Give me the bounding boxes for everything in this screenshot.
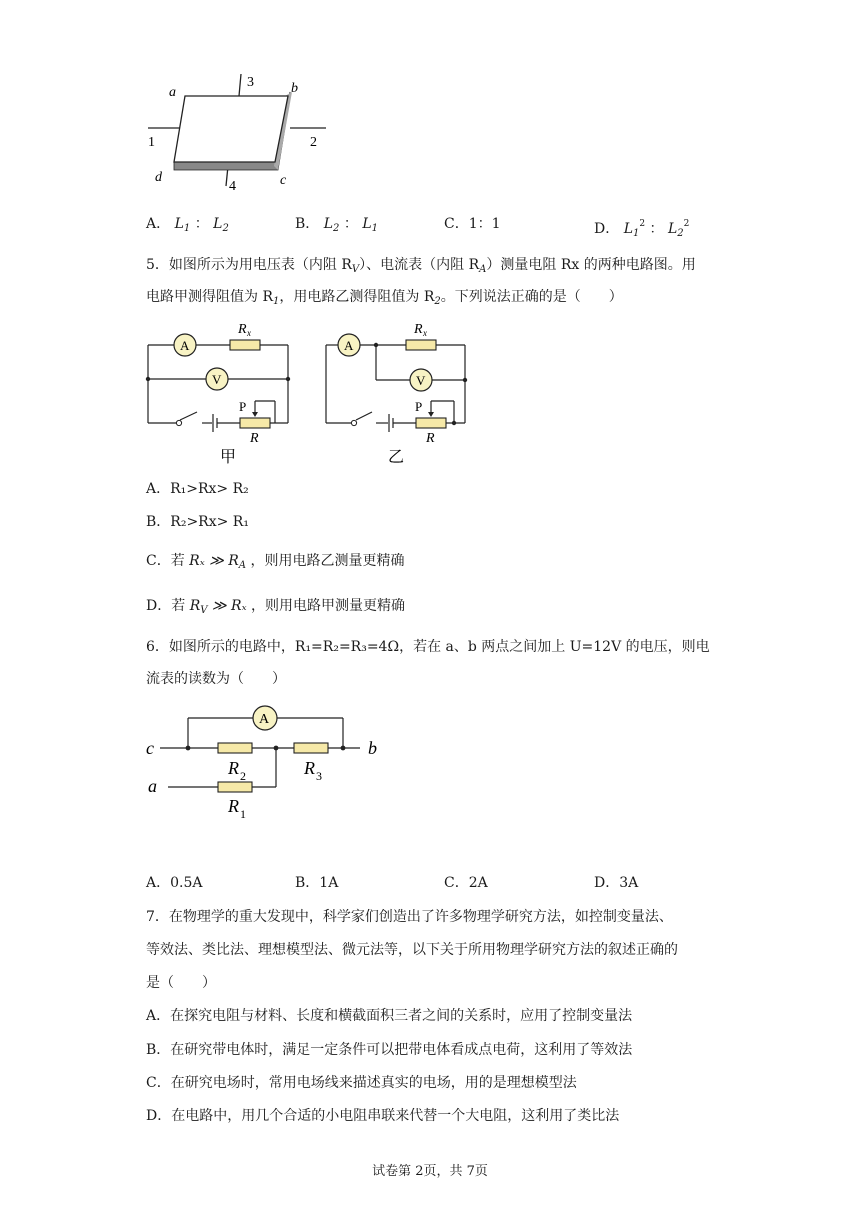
label-2: 2: [310, 135, 317, 150]
svg-text:R: R: [250, 431, 259, 446]
label-4: 4: [229, 179, 236, 194]
q7-stem-line2: 等效法、类比法、理想模型法、微元法等，以下关于所用物理学研究方法的叙述正确的: [146, 942, 678, 958]
q5-option-c: C．若 Rₓ ≫ $R_A$ ，则用电路乙测量更精确: [146, 553, 405, 571]
q7-option-a: A．在探究电阻与材料、长度和横截面积三者之间的关系时，应用了控制变量法: [146, 1008, 633, 1024]
svg-text:R: R: [426, 431, 435, 446]
resistor-rx-yi: [406, 340, 436, 350]
label-b-terminal: b: [368, 738, 377, 758]
q4-option-a: A． $L_1$ ： $L_2$: [146, 216, 229, 234]
svg-text:x: x: [423, 328, 427, 338]
resistor-rx-jia: [230, 340, 260, 350]
junction-dot: [286, 377, 290, 381]
svg-text:P: P: [415, 399, 423, 414]
q5-stem-line1: 5．如图所示为用电压表（内阻 $R_V$）、电流表（内阻 $R_A$）测量电阻 Rx 的两种电路图。用: [146, 257, 696, 275]
svg-text:R: R: [414, 322, 423, 337]
junction-dot: [341, 746, 346, 751]
junction-dot: [146, 377, 150, 381]
svg-text:R: R: [304, 758, 315, 778]
label-jia: 甲: [220, 449, 237, 466]
resistor-r3: [294, 743, 328, 753]
label-d: d: [155, 170, 162, 185]
q7-option-c: C．在研究电场时，常用电场线来描述真实的电场，用的是理想模型法: [146, 1075, 577, 1091]
label-b: b: [291, 81, 298, 96]
svg-text:1: 1: [240, 807, 246, 821]
q7-stem-line3: 是（ ）: [146, 975, 216, 991]
svg-text:V: V: [212, 372, 222, 387]
q6-option-d: D．3A: [594, 875, 639, 891]
q5-stem-line2: 电路甲测得阻值为 $R_1$，用电路乙测得阻值为 $R_2$。下列说法正确的是（ ）: [146, 289, 623, 307]
q5-circuits-figure: [140, 318, 480, 468]
rheostat-yi: [416, 418, 446, 428]
q6-circuit-figure: [140, 700, 400, 830]
q6-stem-line2: 流表的读数为（ ）: [146, 671, 286, 687]
rheostat-jia: [240, 418, 270, 428]
q7-stem-line1: 7．在物理学的重大发现中，科学家们创造出了许多物理学研究方法，如控制变量法、: [146, 909, 673, 925]
svg-text:R: R: [238, 322, 247, 337]
q6-option-b: B．1A: [295, 875, 339, 891]
svg-text:A: A: [344, 338, 354, 353]
conductor-block-figure: [140, 66, 340, 196]
q4-option-c: C．1：1: [444, 216, 501, 232]
svg-text:x: x: [247, 328, 251, 338]
resistor-r2: [218, 743, 252, 753]
svg-text:R: R: [228, 758, 239, 778]
label-1: 1: [148, 135, 155, 150]
q5-option-a: A．R₁>Rx> R₂: [146, 481, 249, 497]
svg-text:P: P: [239, 399, 247, 414]
svg-text:A: A: [259, 712, 270, 727]
svg-text:3: 3: [316, 769, 322, 783]
q5-option-b: B．R₂>Rx> R₁: [146, 514, 249, 530]
svg-text:2: 2: [240, 769, 246, 783]
label-c: c: [280, 173, 287, 188]
junction-dot: [452, 421, 456, 425]
junction-dot: [186, 746, 191, 751]
label-c-terminal: c: [146, 738, 154, 758]
slider-arrow: [428, 412, 434, 417]
svg-text:V: V: [416, 373, 426, 388]
q5-option-d: D．若 $R_V$ ≫ Rₓ ，则用电路甲测量更精确: [146, 598, 405, 616]
q6-option-a: A．0.5A: [146, 875, 203, 891]
svg-text:A: A: [180, 338, 190, 353]
q4-option-b: B． $L_2$ ： $L_1$: [295, 216, 378, 234]
switch-contact: [176, 420, 181, 425]
switch-contact: [351, 420, 356, 425]
q4-option-d: D． $L_1^2$ ： $L_2^2$: [594, 219, 690, 239]
label-3: 3: [247, 75, 254, 90]
label-a-terminal: a: [148, 776, 157, 796]
q6-stem-line1: 6．如图所示的电路中，R₁=R₂=R₃=4Ω，若在 a、b 两点之间加上 U=12V 的电压，则电: [146, 639, 710, 655]
resistor-r1: [218, 782, 252, 792]
q7-option-b: B．在研究带电体时，满足一定条件可以把带电体看成点电荷，这利用了等效法: [146, 1042, 633, 1058]
junction-dot: [274, 746, 279, 751]
junction-dot: [463, 378, 467, 382]
junction-dot: [374, 343, 378, 347]
slider-arrow: [252, 412, 258, 417]
q7-option-d: D．在电路中，用几个合适的小电阻串联来代替一个大电阻，这利用了类比法: [146, 1108, 620, 1124]
page-footer: 试卷第 2页，共 7页: [372, 1164, 488, 1179]
label-yi: 乙: [388, 449, 405, 466]
label-a: a: [169, 85, 176, 100]
q6-option-c: C．2A: [444, 875, 488, 891]
svg-text:R: R: [228, 796, 239, 816]
